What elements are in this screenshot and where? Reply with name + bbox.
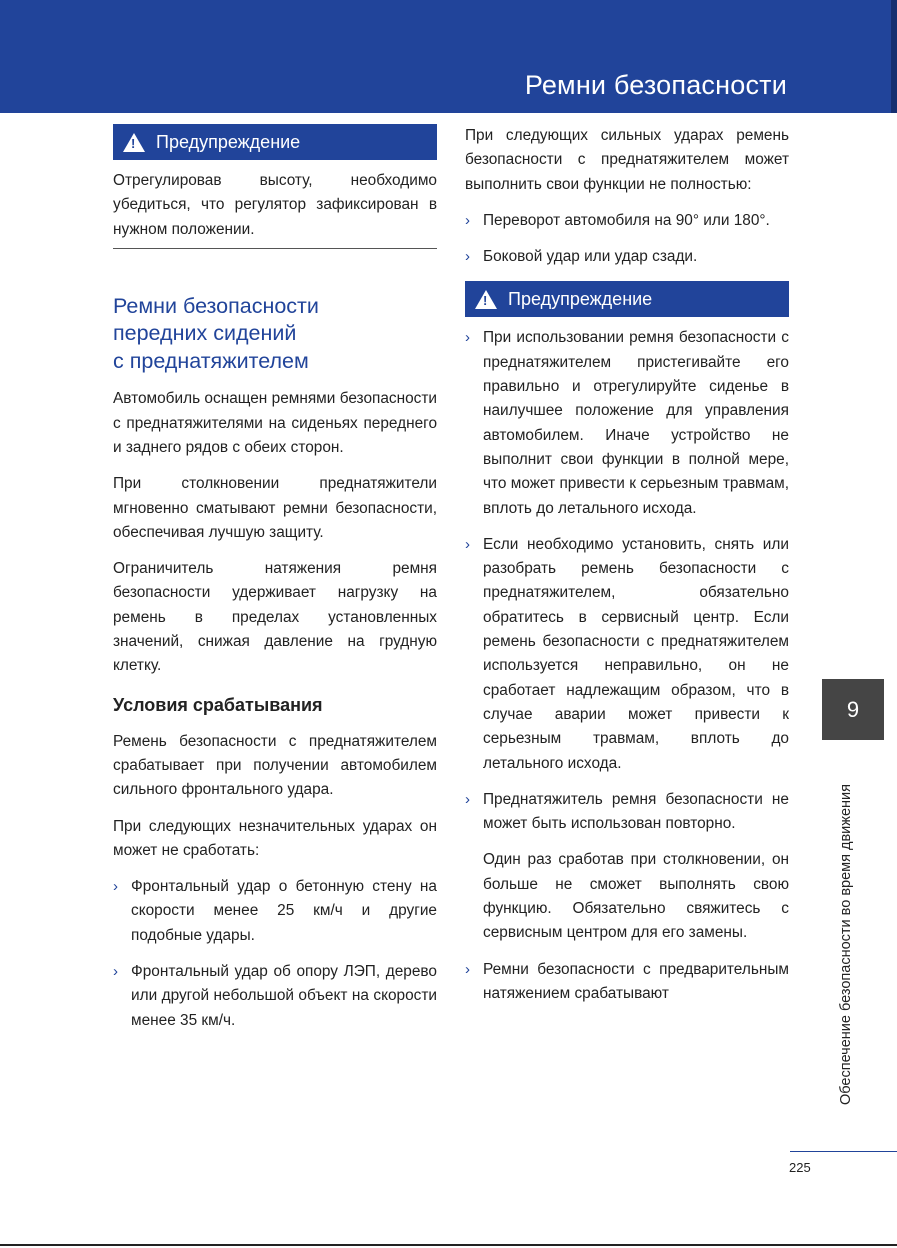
chevron-right-icon: ›: [465, 535, 470, 553]
list-item-text: Боковой удар или удар сзади.: [483, 248, 698, 266]
chevron-right-icon: ›: [465, 211, 470, 229]
chevron-right-icon: ›: [113, 878, 118, 896]
paragraph: Автомобиль оснащен ремнями безопасности с преднатяжителями на сиденьях переднего и заднего рядов с обеих сторон.: [113, 390, 437, 456]
chapter-title-vertical: Обеспечение безопасности во время движения: [838, 784, 854, 1105]
list-item: [113, 875, 437, 948]
chevron-right-icon: ›: [113, 963, 118, 981]
warning-label: Предупреждение: [508, 288, 653, 309]
chapter-number-tab: 9: [822, 679, 884, 740]
list-item: [465, 533, 789, 776]
chevron-right-icon: ›: [465, 960, 470, 978]
list-item: [465, 326, 789, 520]
page-number: 225: [789, 1160, 811, 1175]
right-column: [465, 124, 789, 1018]
paragraph: При столкновении преднатяжители мгновенно сматывают ремни безопасности, обеспечивая лучшую защиту.: [113, 475, 437, 541]
chevron-right-icon: ›: [465, 248, 470, 266]
list-item: [113, 960, 437, 1033]
warning-header: [465, 281, 789, 317]
paragraph: Ремень безопасности с преднатяжителем срабатывает при получении автомобилем сильного фронтального удара.: [113, 732, 437, 799]
page-title: Ремни безопасности: [524, 70, 787, 100]
list-item: [465, 788, 789, 946]
left-column: [113, 124, 437, 1045]
list-item-text: Ремни безопасности с предварительным натяжением срабатывают: [483, 960, 789, 1002]
section-title-line: передних сидений: [113, 321, 297, 346]
list-item-text: Фронтальный удар о бетонную стену на скорости менее 25 км/ч и другие подобные удары.: [131, 878, 437, 944]
paragraph: При следующих сильных ударах ремень безопасности с преднатяжителем может выполнить свои функции не полностью:: [465, 127, 789, 193]
warning-triangle-icon: !: [475, 290, 497, 309]
list-item-text: Фронтальный удар об опору ЛЭП, дерево или другой небольшой объект на скорости менее 35 км/ч.: [131, 963, 437, 1029]
subheading: Условия срабатывания: [113, 694, 323, 715]
warning-header: [113, 124, 437, 160]
list-item-text: Если необходимо установить, снять или разобрать ремень безопасности с преднатяжителем, обязательно обратитесь в сервисный центр. Если ремень безопасности с преднатяжителем используется неправильно, он не сработает надлежащим образом, что в случае аварии может привести к серьезным травмам, вплоть до летального исхода.: [483, 535, 789, 772]
paragraph: Ограничитель натяжения ремня безопасности удерживает нагрузку на ремень в пределах установленных значений, снижая давление на грудную клетку.: [113, 560, 437, 675]
bottom-border: [0, 1244, 897, 1246]
list-item: [465, 245, 789, 269]
list-item: [465, 209, 789, 233]
warning-text: Отрегулировав высоту, необходимо убедиться, что регулятор зафиксирован в нужном положении.: [113, 172, 437, 238]
warning-label: Предупреждение: [156, 131, 301, 152]
list-item-text: Преднатяжитель ремня безопасности не может быть использован повторно.: [483, 790, 789, 833]
header-edge: [891, 0, 897, 113]
section-title-line: Ремни безопасности: [113, 293, 319, 318]
list-item-text: Переворот автомобиля на 90° или 180°.: [483, 211, 770, 229]
bullet-list: [465, 209, 789, 270]
footer-divider: [790, 1151, 897, 1152]
section-title: [113, 293, 437, 376]
chevron-right-icon: ›: [465, 790, 470, 808]
warning-bullet-list: [465, 326, 789, 1006]
header-band: [0, 0, 897, 113]
divider: [113, 248, 437, 249]
section-title-line: с преднатяжителем: [113, 348, 309, 373]
warning-triangle-icon: !: [123, 133, 145, 152]
chevron-right-icon: ›: [465, 329, 470, 347]
bullet-list: [113, 875, 437, 1033]
list-item-continuation: Один раз сработав при столкновении, он больше не сможет выполнять свою функцию. Обязательно свяжитесь с сервисным центром для его замены.: [483, 851, 789, 942]
paragraph: При следующих незначительных ударах он может не сработать:: [113, 817, 437, 859]
list-item-text: При использовании ремня безопасности с преднатяжителем пристегивайте его правильно и отрегулируйте сиденье в наилучшее положение для управления автомобилем. Иначе устройство не выполнит свои функции в полной мере, что может привести к серьезным травмам, вплоть до летального исхода.: [483, 329, 789, 517]
list-item: [465, 958, 789, 1007]
